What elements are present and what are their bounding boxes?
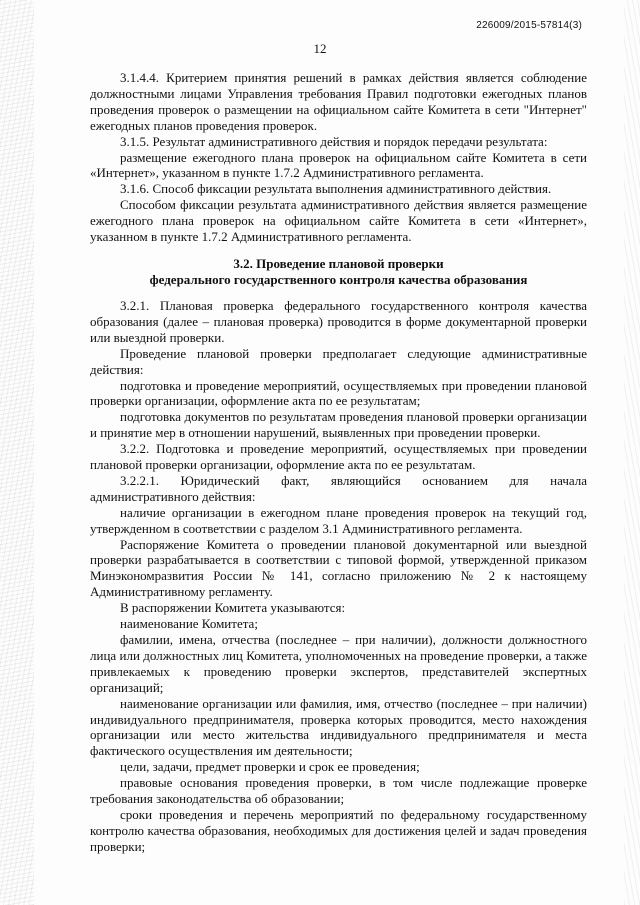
paragraph: В распоряжении Комитета указываются: [120, 600, 346, 616]
document-body [90, 70, 587, 855]
paragraph: Проведение плановой проверки предполагает следующие административные действия: [90, 345, 587, 377]
paragraph: цели, задачи, предмет проверки и срок ее проведения; [120, 759, 420, 775]
paragraph: сроки проведения и перечень мероприятий по федеральному государственному контролю качества образования, необходимых для достижения целей и задач проведения проверки; [90, 806, 587, 854]
page-number: 12 [313, 41, 327, 56]
paragraph: правовые основания проведения проверки, в том числе подлежащие проверке требования законодательства об образовании; [90, 775, 587, 807]
section-heading [90, 256, 587, 288]
paragraph: Способом фиксации результата административного действия является размещение ежегодного плана проверок на официальном сайте Комитета в сети «Интернет», указанном в пункте 1.7.2 Административного регламента. [90, 197, 587, 245]
paragraph: 3.2.1. Плановая проверка федерального государственного контроля качества образования (далее – плановая проверка) проводится в форме документарной проверки или выездной проверки. [90, 297, 587, 345]
paragraph: 3.1.5. Результат административного действия и порядок передачи результата: [120, 133, 548, 149]
paragraph: 3.1.4.4. Критерием принятия решений в рамках действия является соблюдение должностными лицами Управления требования Правил подготовки ежегодных планов проведения проверок о размещении на официальном сайте Комитета в сети "Интернет" ежегодных планов проведения проверок. [90, 70, 587, 133]
section-heading-line-2: федерального государственного контроля качества образования [149, 271, 528, 287]
paragraph: 3.1.6. Способ фиксации результата выполнения административного действия. [120, 181, 552, 197]
paragraph: фамилии, имена, отчества (последнее – при наличии), должности должностного лица или должностных лиц Комитета, уполномоченных на проведение проверки, а также привлекаемых к проведению проверки экспертов, представителей экспертных организаций; [90, 632, 587, 695]
document-number: 226009/2015-57814(3) [476, 20, 582, 31]
scan-edge-left [0, 0, 34, 905]
paragraph: наименование Комитета; [120, 616, 258, 632]
paragraph: подготовка и проведение мероприятий, осуществляемых при проведении плановой проверки организации, оформление акта по ее результатам; [90, 377, 587, 409]
scan-edge-right [624, 0, 640, 905]
section-heading-line-1: 3.2. Проведение плановой проверки [233, 255, 444, 271]
paragraph: размещение ежегодного плана проверок на официальном сайте Комитета в сети «Интернет», указанном в пункте 1.7.2 Административного регламента. [90, 149, 587, 181]
paragraph: подготовка документов по результатам проведения плановой проверки организации и принятие мер в отношении нарушений, выявленных при проведении проверки. [90, 409, 587, 441]
paragraph: Распоряжение Комитета о проведении плановой документарной или выездной проверки разрабатывается в соответствии с типовой формой, утвержденной приказом Минэкономразвития России № 141, согласно приложению № 2 к настоящему Административному регламенту. [90, 536, 587, 600]
paragraph: наименование организации или фамилия, имя, отчество (последнее – при наличии) индивидуального предпринимателя, проверка которых проводится, место нахождения организации или место жительства индивидуального предпринимателя и места фактического осуществления им деятельности; [90, 695, 587, 759]
paragraph: 3.2.2. Подготовка и проведение мероприятий, осуществляемых при проведении плановой проверки организации, оформление акта по ее результатам. [90, 441, 587, 473]
paragraph: наличие организации в ежегодном плане проведения проверок на текущий год, утвержденном в соответствии с разделом 3.1 Административного регламента. [90, 504, 587, 536]
paragraph: 3.2.2.1. Юридический факт, являющийся основанием для начала административного действия: [90, 472, 587, 504]
